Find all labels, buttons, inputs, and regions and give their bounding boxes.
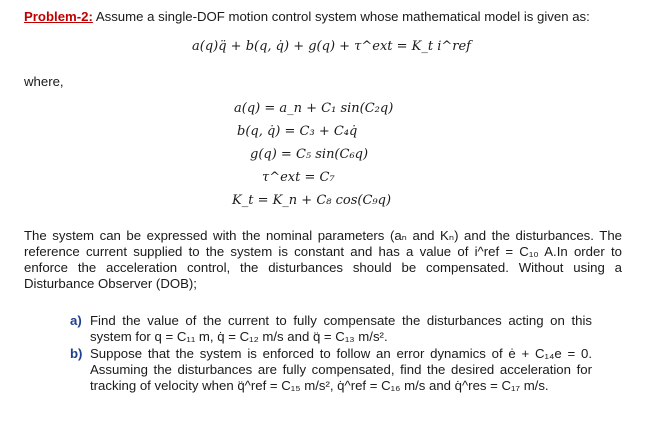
item-b-text: Suppose that the system is enforced to follow an error dynamics of ė + C₁₄e = 0. Assuming the disturbances are fully compensated, find the desired acceleration for tracking of velocity when q̈^ref = C₁₅ m/s², q̇^ref = C₁₆ m/s and q̇^res = C₁₇ m/s.	[90, 346, 592, 393]
def-a: a(q) = a_n + C₁ sin(C₂q)	[234, 101, 394, 116]
def-g: g(q) = C₅ sin(C₆q)	[250, 147, 369, 162]
item-a-marker: a)	[70, 313, 82, 328]
def-kt: K_t = K_n + C₈ cos(C₉q)	[232, 193, 392, 208]
def-tau: τ^ext = C₇	[262, 170, 335, 185]
item-b-marker: b)	[70, 346, 83, 361]
def-b: b(q, q̇) = C₃ + C₄q̇	[237, 124, 358, 139]
main-equation: a(q)q̈ + b(q, q̇) + g(q) + τ^ext = K_t i^ref	[192, 39, 471, 54]
problem-label: Problem-2:	[24, 9, 93, 24]
problem-heading	[24, 9, 590, 25]
description-paragraph: The system can be expressed with the nominal parameters (aₙ and Kₙ) and the disturbances. The reference current supplied to the system is constant and has a value of i^ref = C₁₀ A.In order to enforce the acceleration control, the disturbances should be compensated. Without using a Disturbance Observer (DOB);	[24, 228, 622, 291]
item-a-text: Find the value of the current to fully compensate the disturbances acting on this system for q = C₁₁ m, q̇ = C₁₂ m/s and q̈ = C₁₃ m/s².	[90, 313, 592, 344]
problem-intro: Assume a single-DOF motion control system whose mathematical model is given as:	[92, 9, 590, 24]
where-label: where,	[24, 74, 64, 89]
